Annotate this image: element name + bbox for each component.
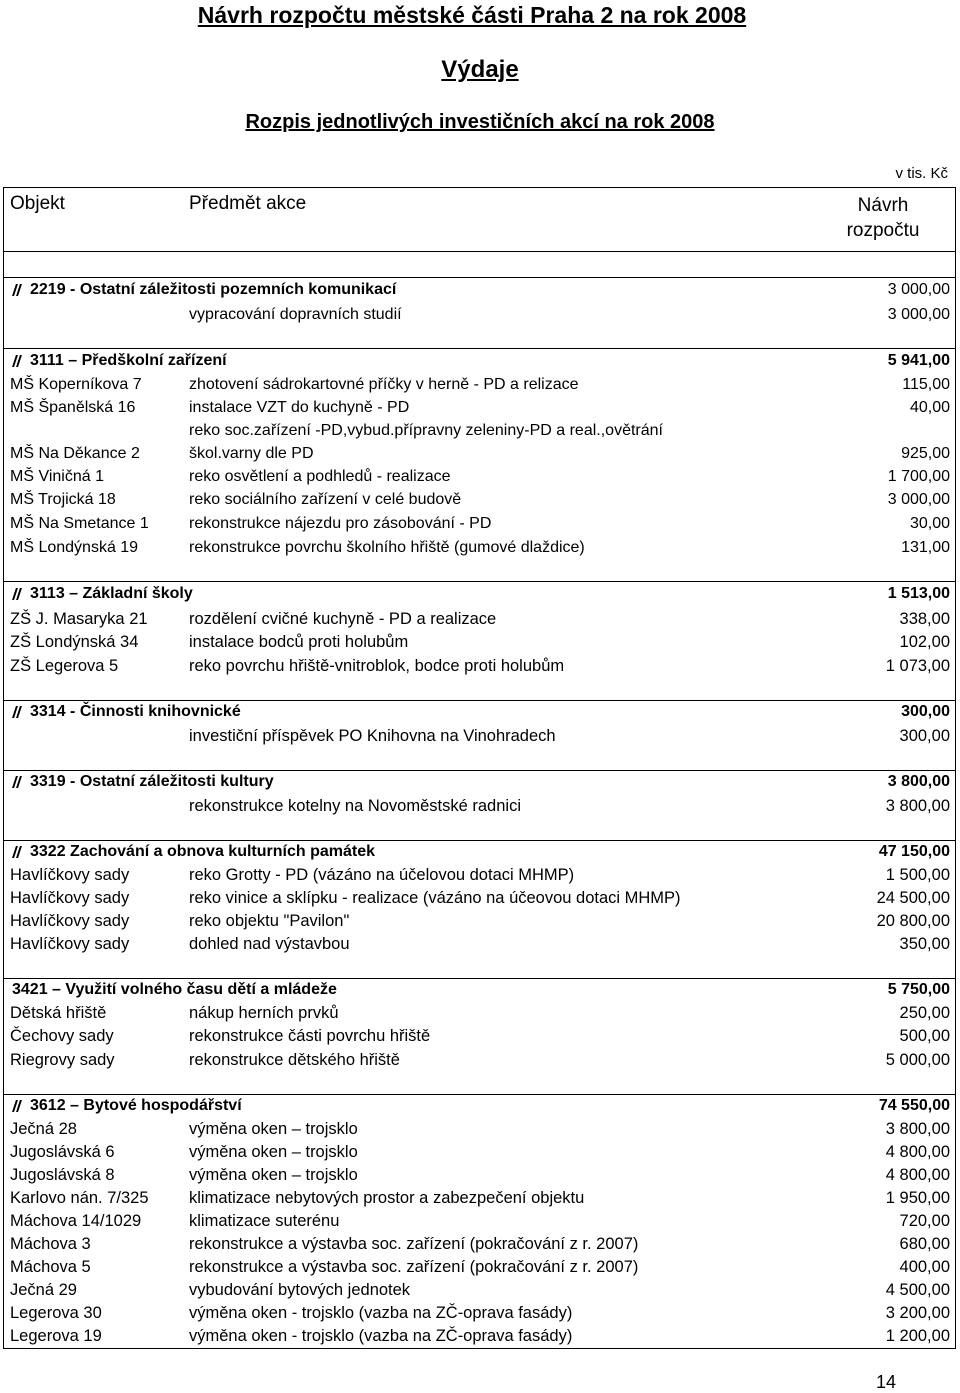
section-value: 5 941,00 [887,352,950,369]
table-row [4,1141,955,1164]
section-label [12,773,274,791]
spacer-row [4,327,955,349]
section-text: 3612 – Bytové hospodářství [30,1097,242,1114]
value-cell: 131,00 [901,539,950,556]
spacer-row [4,956,955,979]
action-cell: instalace bodců proti holubům [189,633,409,651]
table-row [4,1164,955,1187]
value-cell: 1 500,00 [885,866,950,884]
object-cell: MŠ Na Smetance 1 [10,515,149,532]
action-cell: výměna oken - trojsklo (vazba na ZČ-oprava fasády) [189,1327,573,1345]
value-cell: 20 800,00 [876,912,950,930]
object-cell: Havlíčkovy sady [10,889,130,907]
value-cell: 680,00 [899,1235,950,1253]
section-label [12,1097,242,1115]
section-value: 47 150,00 [878,843,950,860]
action-cell: reko osvětlení a podhledů - realizace [189,468,451,485]
action-cell: rekonstrukce nájezdu pro zásobování - PD [189,515,492,532]
action-cell: zhotovení sádrokartovné příčky v herně - PD a relizace [189,376,579,393]
object-cell: Dětská hřiště [10,1004,107,1022]
table-body [4,252,955,1348]
value-cell: 3 200,00 [885,1304,950,1322]
subsection-title: Rozpis jednotlivých investičních akcí na rok 2008 [245,111,715,133]
table-row [4,794,955,818]
object-cell: Jugoslávská 8 [10,1166,115,1184]
object-cell: Riegrovy sady [10,1051,115,1069]
section-row [4,278,955,303]
value-cell: 720,00 [899,1212,950,1230]
section-label [12,281,396,299]
value-cell: 3 800,00 [885,797,950,815]
action-cell: výměna oken – trojsklo [189,1120,358,1138]
table-row [4,303,955,327]
budget-table [3,187,956,1349]
table-row [4,374,955,397]
action-cell: vypracování dopravních studií [189,306,402,323]
section-label [12,703,241,721]
unit-label: v tis. Kč [895,165,948,182]
header-action: Předmět akce [189,193,307,214]
action-cell: vybudování bytových jednotek [189,1281,411,1299]
action-cell: rekonstrukce povrchu školního hřiště (gumové dlaždice) [189,539,585,556]
spacer-row [4,818,955,841]
action-cell: reko Grotty - PD (vázáno na účelovou dotaci MHMP) [189,866,575,884]
table-header [4,188,955,252]
section-row [4,841,955,864]
page-title: Návrh rozpočtu městské části Praha 2 na rok 2008 [197,2,747,28]
action-cell: výměna oken - trojsklo (vazba na ZČ-oprava fasády) [189,1304,573,1322]
table-row [4,887,955,910]
object-cell: ZŠ Legerova 5 [10,657,119,675]
object-cell: Havlíčkovy sady [10,866,130,884]
action-cell: výměna oken – trojsklo [189,1166,358,1184]
value-cell: 925,00 [901,445,950,462]
action-cell: nákup herních prvků [189,1004,339,1022]
section-value: 3 800,00 [887,773,950,790]
value-cell: 24 500,00 [876,889,950,907]
table-row [4,1279,955,1302]
object-cell: ZŠ J. Masaryka 21 [10,610,148,628]
section-mark-icon [12,284,24,296]
value-cell: 1 700,00 [887,468,950,485]
value-cell: 1 950,00 [885,1189,950,1207]
table-row [4,1302,955,1325]
table-row [4,1187,955,1210]
section-mark-icon [12,706,24,718]
value-cell: 5 000,00 [885,1051,950,1069]
table-row [4,864,955,887]
action-cell: rekonstrukce a výstavba soc. zařízení (pokračování z r. 2007) [189,1258,639,1276]
table-row [4,1233,955,1256]
value-cell: 1 073,00 [885,657,950,675]
value-cell: 338,00 [899,610,950,628]
section-text: 3319 - Ostatní záležitosti kultury [30,773,274,790]
value-cell: 3 000,00 [887,306,950,323]
action-cell-continued: škol.varny dle PD [189,445,314,462]
section-value: 3 000,00 [887,281,950,298]
section-mark-icon [12,588,24,600]
page-number: 14 [876,1372,897,1392]
spacer-row [4,748,955,771]
section-label [12,843,375,861]
action-cell: reko vinice a sklípku - realizace (vázáno na účeovou dotaci MHMP) [189,889,681,907]
section-title: Výdaje [441,56,519,83]
action-cell: reko soc.zařízení -PD,vybud.přípravny zeleniny-PD a real.,ovětrání [189,422,663,439]
object-cell: Máchova 14/1029 [10,1212,142,1230]
action-cell: rozdělení cvičné kuchyně - PD a realizace [189,610,497,628]
value-cell: 300,00 [899,727,950,745]
section-label [12,585,193,603]
section-row [4,582,955,607]
spacer-row [4,678,955,701]
value-cell: 1 200,00 [885,1327,950,1345]
table-row [4,397,955,420]
object-cell: MŠ Španělská 16 [10,399,136,416]
section-text: 3113 – Základní školy [30,585,193,602]
table-row [4,489,955,512]
table-row [4,724,955,748]
value-cell: 4 500,00 [885,1281,950,1299]
action-cell: instalace VZT do kuchyně - PD [189,399,410,416]
table-row [4,1002,955,1025]
object-cell: Jugoslávská 6 [10,1143,115,1161]
object-cell: Havlíčkovy sady [10,935,130,953]
section-label [12,352,227,370]
table-row [4,1325,955,1348]
value-cell: 40,00 [909,399,950,416]
action-cell: výměna oken – trojsklo [189,1143,358,1161]
object-cell: Čechovy sady [10,1027,114,1045]
table-row [4,466,955,489]
action-cell: reko povrchu hřiště-vnitroblok, bodce proti holubům [189,657,565,675]
object-cell: Máchova 5 [10,1258,91,1276]
table-row [4,607,955,631]
value-cell: 3 000,00 [887,491,950,508]
section-mark-icon [12,355,24,367]
action-cell: rekonstrukce a výstavba soc. zařízení (pokračování z r. 2007) [189,1235,639,1253]
section-row [4,349,955,374]
table-row [4,1025,955,1048]
action-cell: rekonstrukce části povrchu hřiště [189,1027,431,1045]
table-row [4,536,955,560]
table-row [4,933,955,956]
object-cell: Ječná 29 [10,1281,77,1299]
action-cell: rekonstrukce kotelny na Novoměstské radnici [189,797,521,815]
action-cell: investiční příspěvek PO Knihovna na Vinohradech [189,727,556,745]
table-row [4,1048,955,1072]
section-text: 2219 - Ostatní záležitosti pozemních komunikací [30,281,397,298]
value-cell: 400,00 [899,1258,950,1276]
object-cell: Havlíčkovy sady [10,912,130,930]
section-row [4,771,955,794]
table-row [4,631,955,654]
action-cell: reko sociálního zařízení v celé budově [189,491,462,508]
section-label [12,981,337,999]
object-cell: MŠ Koperníkova 7 [10,376,142,393]
action-cell: rekonstrukce dětského hřiště [189,1051,400,1069]
object-cell: Legerova 30 [10,1304,102,1322]
table-row [4,654,955,678]
table-row [4,420,955,466]
value-cell: 115,00 [902,376,950,393]
section-row [4,701,955,724]
section-row [4,979,955,1002]
section-text: 3322 Zachování a obnova kulturních památek [30,843,375,860]
object-cell: Ječná 28 [10,1120,77,1138]
value-cell: 102,00 [899,633,950,651]
table-row [4,910,955,933]
section-value: 74 550,00 [878,1097,950,1114]
section-mark-icon [12,776,24,788]
value-cell: 3 800,00 [885,1120,950,1138]
section-row [4,1095,955,1118]
spacer-row [4,1072,955,1095]
value-cell: 30,00 [909,515,950,532]
table-row [4,1118,955,1141]
section-text: 3314 - Činnosti knihovnické [30,703,241,720]
object-cell: Karlovo nán. 7/325 [10,1189,149,1207]
section-text: 3421 – Využití volného času dětí a mládeže [12,981,337,998]
table-row [4,1210,955,1233]
object-cell: MŠ Na Děkance 2 [10,445,140,462]
spacer-row [4,252,955,278]
section-value: 300,00 [901,703,950,720]
value-cell: 500,00 [899,1027,950,1045]
object-cell: MŠ Trojická 18 [10,491,116,508]
object-cell: MŠ Viničná 1 [10,468,104,485]
object-cell: Legerova 19 [10,1327,102,1345]
object-cell: Máchova 3 [10,1235,91,1253]
action-cell: reko objektu "Pavilon" [189,912,350,930]
table-row [4,1256,955,1279]
header-value: Návrh rozpočtu [846,195,920,241]
action-cell: klimatizace nebytových prostor a zabezpečení objektu [189,1189,585,1207]
action-cell: klimatizace suterénu [189,1212,340,1230]
section-text: 3111 – Předškolní zařízení [30,352,227,369]
object-cell: MŠ Londýnská 19 [10,539,139,556]
section-value: 1 513,00 [887,585,950,602]
section-mark-icon [12,846,24,858]
section-value: 5 750,00 [887,981,950,998]
value-cell: 4 800,00 [885,1166,950,1184]
table-row [4,512,955,536]
value-cell: 250,00 [899,1004,950,1022]
value-cell: 4 800,00 [885,1143,950,1161]
object-cell: ZŠ Londýnská 34 [10,633,139,651]
value-cell: 350,00 [899,935,950,953]
action-cell: dohled nad výstavbou [189,935,350,953]
section-mark-icon [12,1100,24,1112]
spacer-row [4,560,955,582]
header-object: Objekt [10,193,65,214]
